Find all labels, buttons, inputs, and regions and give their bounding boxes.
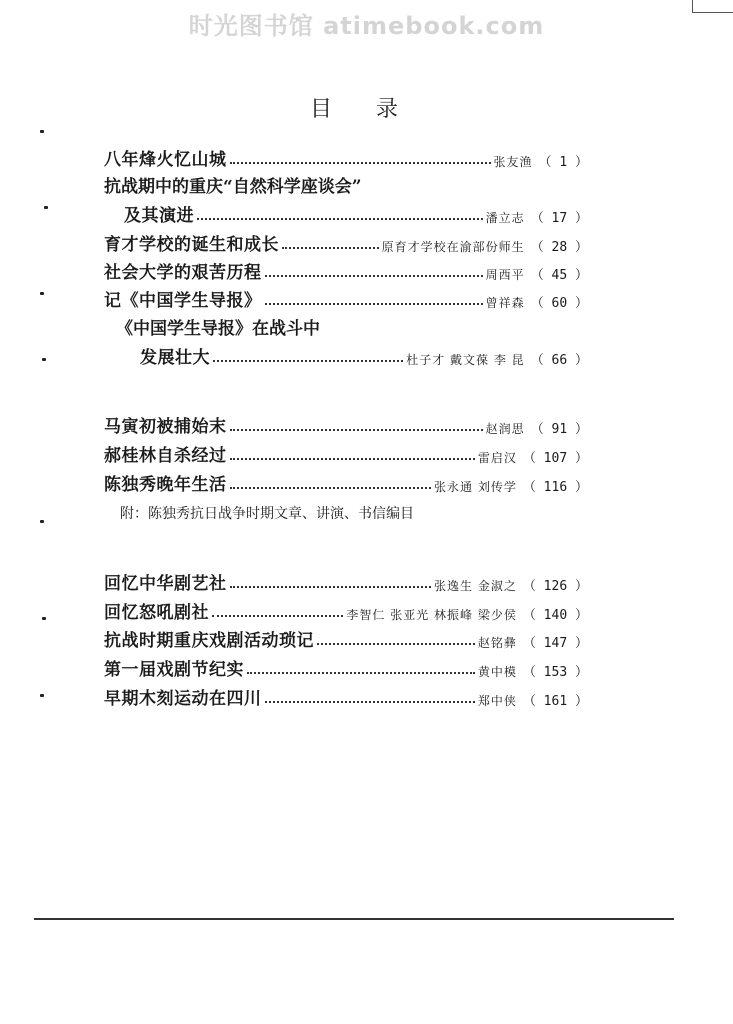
entry-author: 赵润思	[485, 422, 525, 436]
entry-author: 赵铭彝	[477, 636, 517, 650]
entry-title: 陈独秀晚年生活	[104, 475, 227, 495]
entry-title: 社会大学的艰苦历程	[104, 263, 262, 283]
entry-title: 记《中国学生导报》	[104, 291, 262, 311]
entry-page: （ 28 ）	[530, 240, 588, 255]
watermark: 时光图书馆 atimebook.com	[188, 12, 545, 40]
toc-entry	[104, 440, 588, 466]
toc-entry	[140, 342, 588, 368]
toc-entry	[104, 285, 588, 311]
leader-dots	[247, 666, 475, 674]
entry-title: 发展壮大	[140, 348, 210, 368]
scan-speck	[40, 520, 44, 523]
scan-speck	[40, 694, 44, 697]
entry-title: 第一届戏剧节纪实	[104, 660, 244, 680]
scan-speck	[42, 617, 46, 620]
entry-page: （ 107 ）	[522, 451, 588, 466]
entry-page: （ 161 ）	[522, 694, 588, 709]
toc-entry	[104, 654, 588, 680]
entry-author: 周西平	[485, 268, 525, 282]
toc-entry	[104, 469, 588, 495]
toc-entry	[104, 625, 588, 651]
leader-dots	[230, 481, 432, 489]
entry-page: （ 116 ）	[522, 480, 588, 495]
bottom-rule	[34, 918, 674, 920]
leader-dots	[282, 241, 379, 249]
leader-dots	[197, 212, 483, 220]
entry-author: 张逸生 金淑之	[434, 579, 517, 593]
entry-page: （ 126 ）	[522, 579, 588, 594]
entry-page: （ 147 ）	[522, 636, 588, 651]
leader-dots	[265, 297, 483, 305]
entry-author: 曾祥森	[485, 296, 525, 310]
leader-dots	[230, 452, 475, 460]
toc-entry-title-line: 抗战期中的重庆“自然科学座谈会”	[104, 177, 362, 197]
appendix-note: 附：陈独秀抗日战争时期文章、讲演、书信编目	[120, 506, 414, 522]
entry-title: 郝桂林自杀经过	[104, 446, 227, 466]
entry-author: 郑中侠	[477, 694, 517, 708]
toc-entry	[104, 597, 588, 623]
entry-author: 张友渔	[493, 155, 533, 169]
entry-author: 杜子才 戴文葆 李 昆	[406, 353, 525, 367]
entry-title: 回忆中华剧艺社	[104, 574, 227, 594]
entry-title: 马寅初被捕始末	[104, 417, 227, 437]
entry-title: 及其演进	[124, 206, 194, 226]
scan-speck	[40, 130, 44, 133]
toc-entry	[104, 568, 588, 594]
leader-dots	[230, 580, 432, 588]
entry-page: （ 66 ）	[530, 353, 588, 368]
leader-dots	[212, 609, 343, 617]
toc-entry-title-line: 《中国学生导报》在战斗中	[116, 319, 320, 339]
entry-page: （ 1 ）	[538, 155, 588, 170]
entry-page: （ 140 ）	[522, 608, 588, 623]
toc-entry	[104, 683, 588, 709]
scan-speck	[42, 358, 46, 361]
entry-title: 回忆怒吼剧社	[104, 603, 209, 623]
entry-page: （ 60 ）	[530, 296, 588, 311]
leader-dots	[230, 156, 491, 164]
entry-author: 原育才学校在渝部份师生	[381, 240, 525, 254]
entry-title: 早期木刻运动在四川	[104, 689, 262, 709]
entry-author: 张永通 刘传学	[434, 480, 517, 494]
entry-page: （ 153 ）	[522, 665, 588, 680]
leader-dots	[265, 695, 475, 703]
entry-author: 潘立志	[485, 211, 525, 225]
leader-dots	[317, 637, 475, 645]
entry-page: （ 17 ）	[530, 211, 588, 226]
toc-entry	[104, 229, 588, 255]
entry-title: 育才学校的诞生和成长	[104, 235, 279, 255]
entry-author: 雷启汉	[477, 451, 517, 465]
leader-dots	[265, 269, 483, 277]
toc-entry	[124, 200, 588, 226]
toc-entry	[104, 411, 588, 437]
entry-page: （ 45 ）	[530, 268, 588, 283]
scan-speck	[40, 292, 44, 295]
title-char-1: 目	[310, 97, 333, 122]
entry-author: 黄中模	[477, 665, 517, 679]
entry-title: 八年烽火忆山城	[104, 150, 227, 170]
title-char-2: 录	[376, 97, 399, 122]
leader-dots	[213, 354, 403, 362]
toc-entry	[104, 257, 588, 283]
toc-entry	[104, 144, 588, 170]
entry-author: 李智仁 张亚光 林振峰 梁少侯	[346, 608, 517, 622]
leader-dots	[230, 423, 483, 431]
entry-page: （ 91 ）	[530, 422, 588, 437]
entry-title: 抗战时期重庆戏剧活动琐记	[104, 631, 314, 651]
scan-speck	[44, 206, 48, 209]
